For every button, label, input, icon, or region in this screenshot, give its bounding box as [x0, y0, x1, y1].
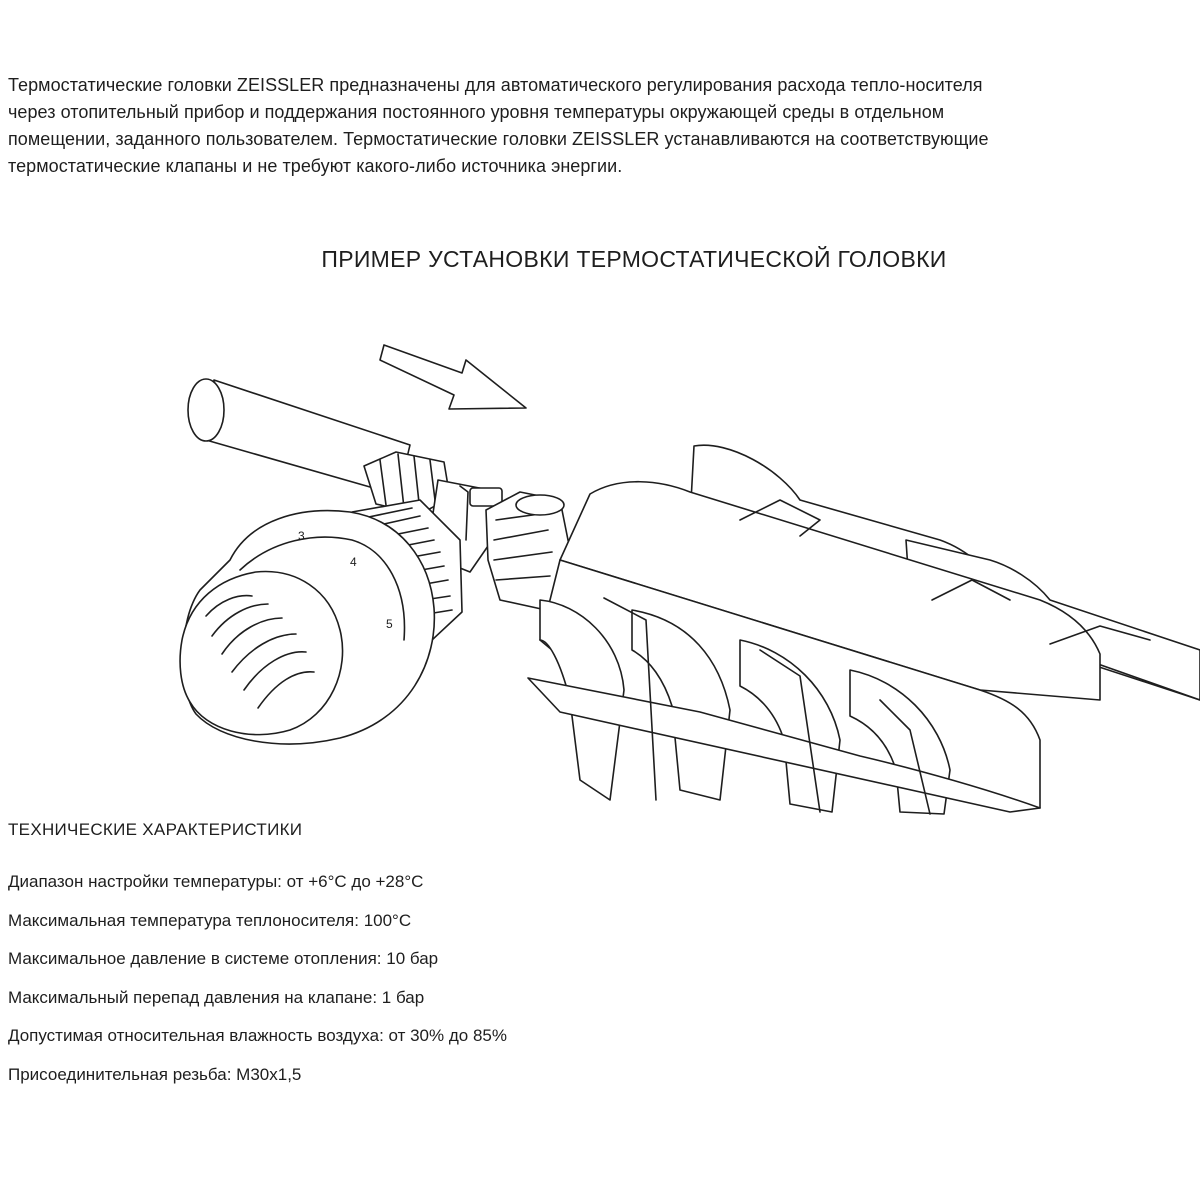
dial-mark: 5 [386, 617, 393, 631]
radiator [528, 445, 1200, 814]
intro-line: помещении, заданного пользователем. Термостатические головки ZEISSLER устанавливаются на соответствующие [8, 129, 989, 149]
intro-line: Термостатические головки ZEISSLER предназначены для автоматического регулирования расхода тепло-носителя [8, 75, 983, 95]
intro-line: термостатические клапаны и не требуют какого-либо источника энергии. [8, 156, 623, 176]
intro-line: через отопительный прибор и поддержания постоянного уровня температуры окружающей среды в отдельном [8, 102, 945, 122]
dial-mark: 4 [350, 555, 357, 569]
installation-title: ПРИМЕР УСТАНОВКИ ТЕРМОСТАТИЧЕСКОЙ ГОЛОВКИ [321, 246, 947, 272]
spec-item-max-coolant-temperature: Максимальная температура теплоносителя: 100°С [8, 910, 412, 930]
spec-item-humidity-range: Допустимая относительная влажность воздуха: от 30% до 85% [8, 1026, 507, 1045]
flow-arrow-icon [380, 345, 526, 409]
spec-item-temperature-range: Диапазон настройки температуры: от +6°С до +28°С [8, 872, 424, 891]
installation-illustration [0, 300, 1200, 820]
intro-paragraph [8, 72, 1192, 180]
spec-item-connection-thread: Присоединительная резьба: М30х1,5 [8, 1064, 302, 1084]
thermostatic-head [180, 500, 462, 744]
spec-item-max-differential-pressure: Максимальный перепад давления на клапане: 1 бар [8, 987, 425, 1007]
specs-title: ТЕХНИЧЕСКИЕ ХАРАКТЕРИСТИКИ [8, 820, 303, 839]
specs-list [8, 870, 507, 1101]
dial-mark: 3 [298, 529, 305, 543]
spec-item-max-system-pressure: Максимальное давление в системе отопления: 10 бар [8, 949, 439, 968]
